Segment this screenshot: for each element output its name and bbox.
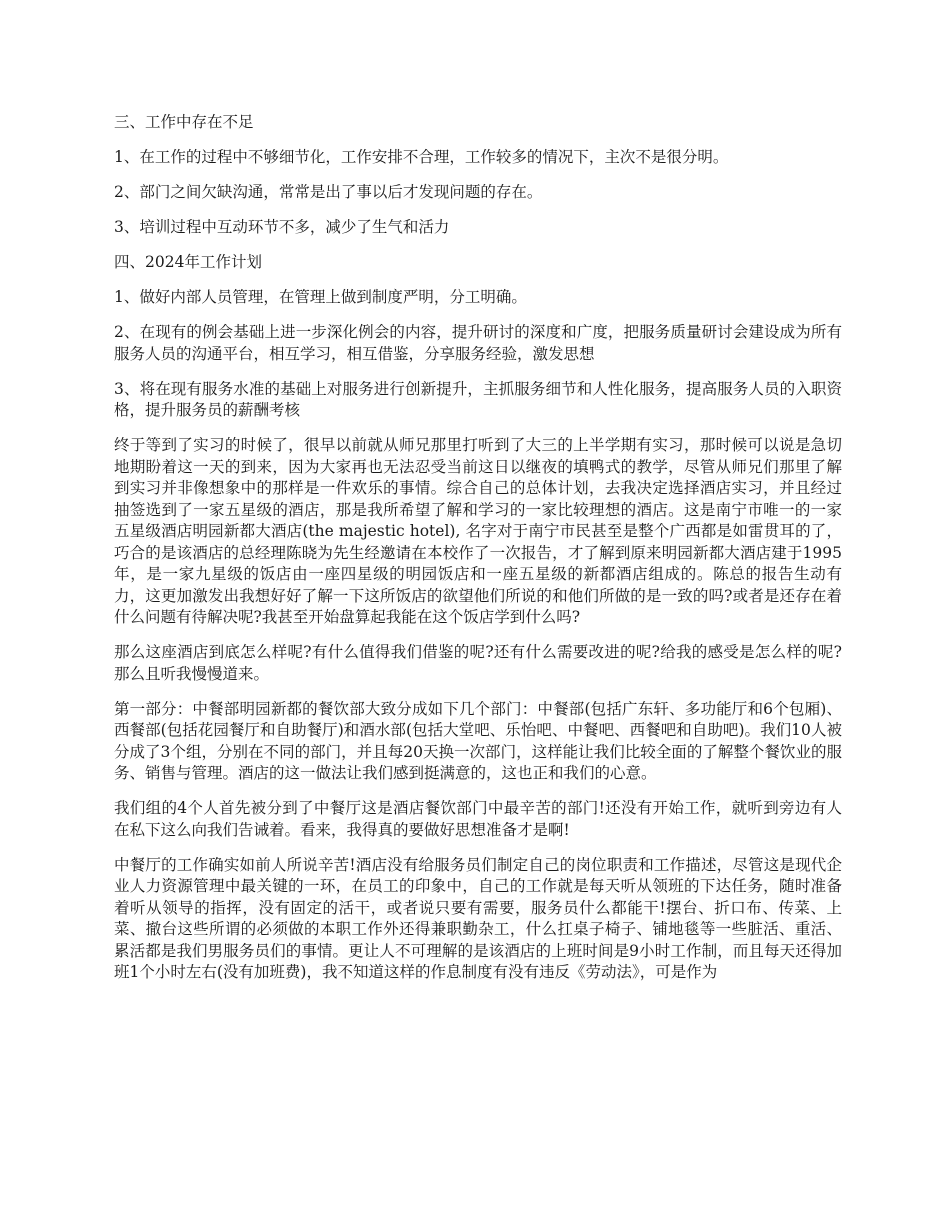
plan-item-3: 3、将在现有服务水准的基础上对服务进行创新提升，主抓服务细节和人性化服务，提高服务人员的入职资格，提升服务员的薪酬考核: [114, 379, 842, 419]
plan-item-2: 2、在现有的例会基础上进一步深化例会的内容，提升研讨的深度和广度，把服务质量研讨会建设成为所有服务人员的沟通平台，相互学习，相互借鉴，分享服务经验，激发思想: [114, 323, 842, 363]
shortcoming-item-1: 1、在工作的过程中不够细节化，工作安排不合理，工作较多的情况下，主次不是很分明。: [114, 148, 729, 166]
body-paragraph: 我们组的4个人首先被分到了中餐厅这是酒店餐饮部门中最辛苦的部门!还没有开始工作，就听到旁边有人在私下这么向我们告诫着。看来，我得真的要做好思想准备才是啊!: [114, 799, 842, 839]
shortcoming-item-2: 2、部门之间欠缺沟通，常常是出了事以后才发现问题的存在。: [114, 183, 543, 201]
body-paragraph: 第一部分：中餐部明园新都的餐饮部大致分成如下几个部门：中餐部(包括广东轩、多功能厅和6个包厢)、西餐部(包括花园餐厅和自助餐厅)和酒水部(包括大堂吧、乐怡吧、中餐吧、西餐吧和自助吧)。我们10人被分成了3个组，分别在不同的部门，并且每20天换一次部门，这样能让我们比较全面的了解整个餐饮业的服务、销售与管理。酒店的这一做法让我们感到挺满意的，这也正和我们的心意。: [114, 699, 842, 782]
plan-item-1: 1、做好内部人员管理，在管理上做到制度严明，分工明确。: [114, 288, 527, 306]
body-paragraph: 终于等到了实习的时候了，很早以前就从师兄那里打听到了大三的上半学期有实习，那时候可以说是急切地期盼着这一天的到来，因为大家再也无法忍受当前这日以继夜的填鸭式的教学，尽管从师兄们那里了解到实习并非像想象中的那样是一件欢乐的事情。综合自己的总体计划，去我决定选择酒店实习，并且经过抽签选到了一家五星级的酒店，那是我所希望了解和学习的一家比较理想的酒店。这是南宁市唯一的一家五星级酒店明园新都大酒店(the majestic hotel), 名字对于南宁市民甚至是整个广西都是如雷贯耳的了，巧合的是该酒店的总经理陈晓为先生经邀请在本校作了一次报告，才了解到原来明园新都大酒店建于1995年，是一家九星级的饭店由一座四星级的明园饭店和一座五星级的新都酒店组成的。陈总的报告生动有力，这更加激发出我想好好了解一下这所饭店的欲望他们所说的和他们所做的是一致的吗?或者是还存在着什么问题有待解决呢?我甚至开始盘算起我能在这个饭店学到什么吗?: [114, 436, 842, 626]
body-paragraph: 中餐厅的工作确实如前人所说辛苦!酒店没有给服务员们制定自己的岗位职责和工作描述，尽管这是现代企业人力资源管理中最关键的一环，在员工的印象中，自己的工作就是每天听从领班的下达任务，随时准备着听从领导的指挥，没有固定的活干，或者说只要有需要，服务员什么都能干!摆台、折口布、传菜、上菜、撤台这些所谓的必须做的本职工作外还得兼职勤杂工，什么扛桌子椅子、铺地毯等一些脏活、重活、累活都是我们男服务员们的事情。更让人不可理解的是该酒店的上班时间是9小时工作制，而且每天还得加班1个小时左右(没有加班费)，我不知道这样的作息制度有没有违反《劳动法》，可是作为: [114, 855, 842, 981]
section-heading-work-plan: 四、2024年工作计划: [114, 253, 262, 271]
document-body: [114, 112, 842, 997]
section-heading-shortcomings: 三、工作中存在不足: [114, 113, 254, 131]
shortcoming-item-3: 3、培训过程中互动环节不多，减少了生气和活力: [114, 218, 450, 236]
body-paragraph: 那么这座酒店到底怎么样呢?有什么值得我们借鉴的呢?还有什么需要改进的呢?给我的感受是怎么样的呢?那么且听我慢慢道来。: [114, 643, 842, 683]
